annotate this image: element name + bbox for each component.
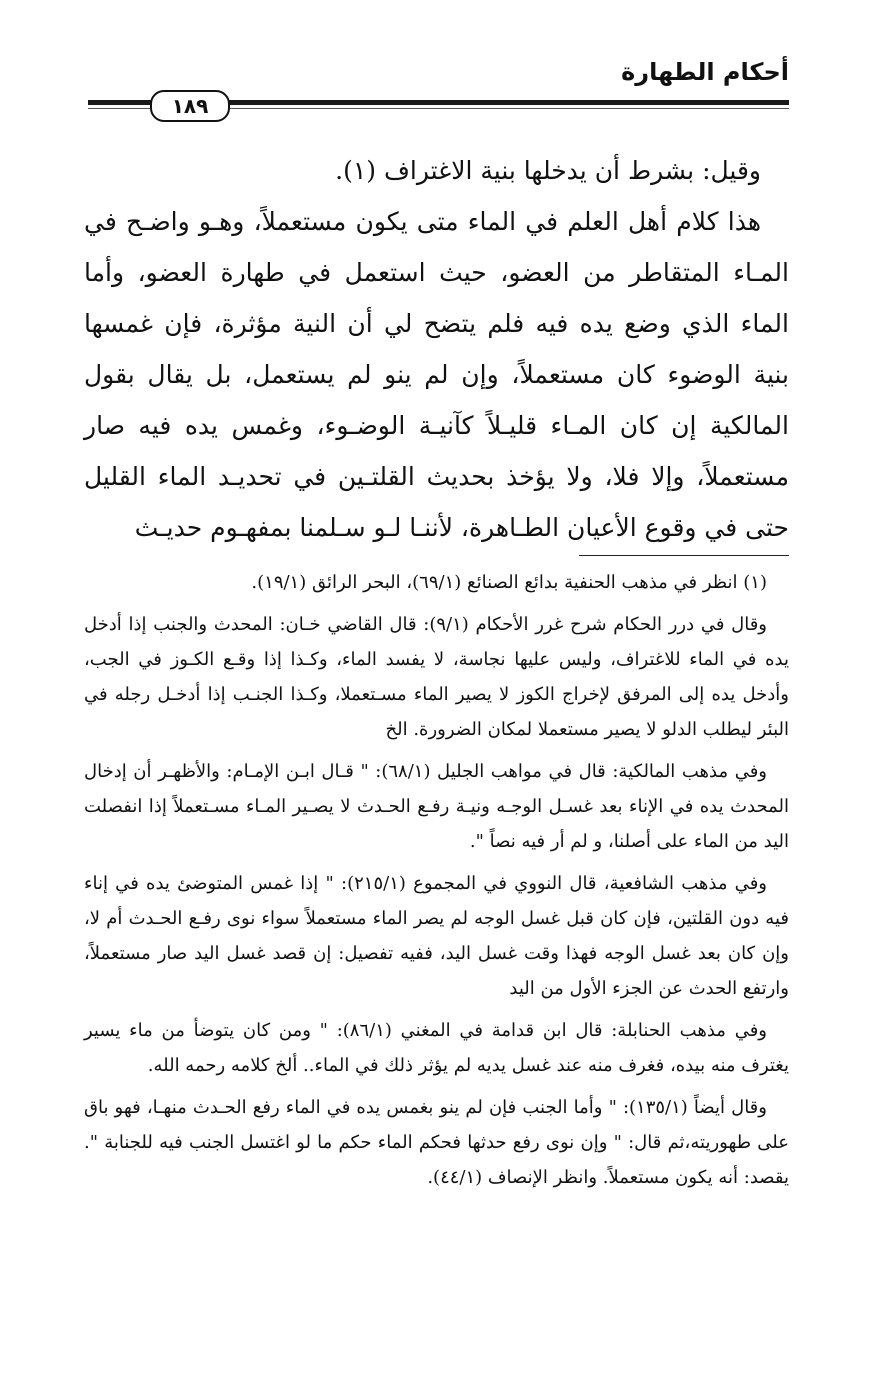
footnote-paragraph-hanbali-2: وقال أيضاً (١٣٥/١): " وأما الجنب فإن لم ينو بغمس يده في الماء رفع الحـدث منهـا، فهو باق على طهوريته،ثم قال: " وإن نوى رفع حدثها فحكم الماء حكم ما لو اغتسل الجنب فيه للجنابة ". يقصد: أنه يكون مستعملاً. وانظر الإنصاف (٤٤/١). [84,1097,789,1188]
main-text [84,145,789,553]
footnote-1: (١) انظر في مذهب الحنفية بدائع الصنائع (٦٩/١)، البحر الرائق (١٩/١). [251,572,767,593]
body-paragraph-2: هذا كلام أهل العلم في الماء متى يكون مستعملاً، وهـو واضـح في المـاء المتقاطر من العضو، حيث استعمل في طهارة العضو، وأما الماء الذي وضع يده فيه فلم يتضح لي أن النية مؤثرة، فإن غمسها بنية الوضوء كان مستعملاً، وإن لم ينو لم يستعمل، بل يقال بقول المالكية إن كان المـاء قليـلاً كآنيـة الوضـوء، وغمس يده فيه صار مستعملاً، وإلا فلا، ولا يؤخذ بحديث القلتـين في تحديـد الماء القليل حتى في وقوع الأعيان الطـاهرة، لأننـا لـو سـلمنا بمفهـوم حديـث [84,207,789,542]
footnote-paragraph-hanafi: وقال في درر الحكام شرح غرر الأحكام (٩/١): قال القاضي خـان: المحدث والجنب إذا أدخل يده في الماء للاغتراف، وليس عليها نجاسة، لا يفسد الماء، وكـذا إذا وقـع الكـوز في الجب، وأدخل يده إلى المرفق لإخراج الكوز لا يصير الماء مسـتعملا، وكـذا الجنـب إذا أدخـل رجله في البئر ليطلب الدلو لا يصير مستعملا لمكان الضرورة. الخ [84,614,789,740]
footnote-paragraph-shafii: وفي مذهب الشافعية، قال النووي في المجموع (٢١٥/١): " إذا غمس المتوضئ يده في إناء فيه دون القلتين، فإن كان قبل غسل الوجه لم يصر الماء مستعملاً سواء نوى رفـع الحـدث أم لا، وإن كان بعد غسل الوجه فهذا وقت غسل اليد، ففيه تفصيل: إن قصد غسل اليد صار مستعملاً، وارتفع الحدث عن الجزء الأول من اليد [84,873,789,999]
footnote-separator [579,555,789,556]
running-header-title: أحكام الطهارة [621,58,789,86]
footnotes [84,565,789,1202]
footnote-paragraph-hanbali: وفي مذهب الحنابلة: قال ابن قدامة في المغني (٨٦/١): " ومن كان يتوضأ من ماء يسير يغترف منه بيده، فغرف منه عند غسل يديه لم يؤثر ذلك في الماء.. ألخ كلامه رحمه الله. [84,1020,789,1076]
body-paragraph-1: وقيل: بشرط أن يدخلها بنية الاغتراف (١). [335,156,761,185]
page-number: ١٨٩ [150,90,230,122]
footnote-paragraph-maliki: وفي مذهب المالكية: قال في مواهب الجليل (٦٨/١): " قـال ابـن الإمـام: والأظهـر أن إدخال المحدث يده في الإناء بعد غسـل الوجـه ونيـة رفـع الحـدث لا يصـير المـاء مسـتعملاً إذا انفصلت اليد من الماء على أصلنا، و لم أر فيه نصاً ". [84,761,789,852]
